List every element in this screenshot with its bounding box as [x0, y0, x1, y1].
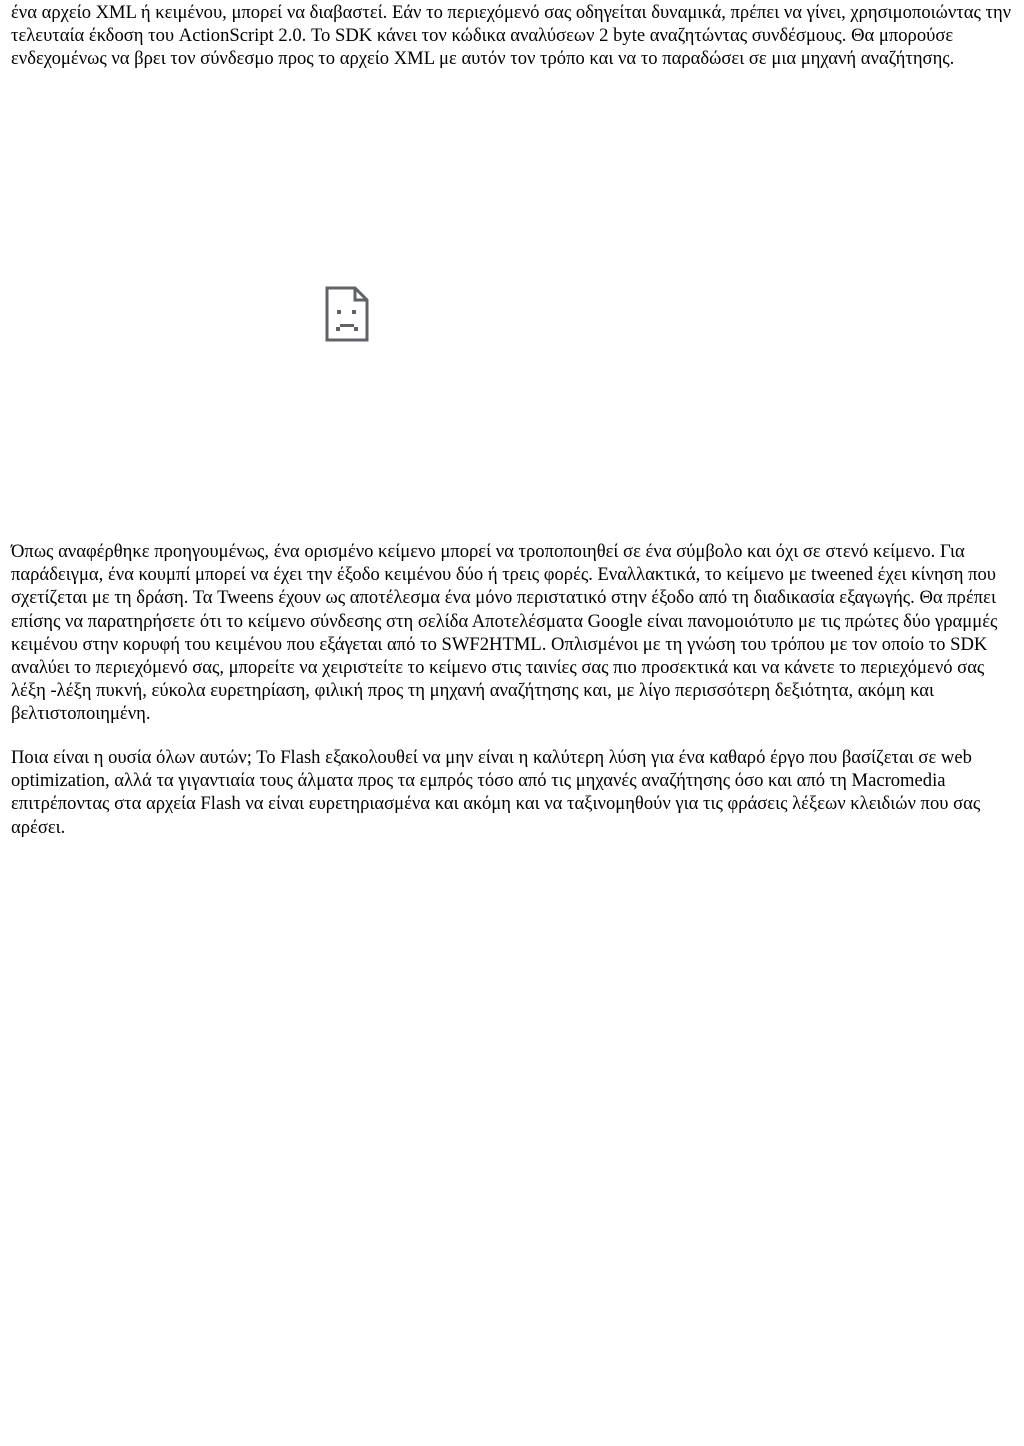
paragraph-intro: ένα αρχείο XML ή κειμένου, μπορεί να διαβαστεί. Εάν το περιεχόμενό σας οδηγείται δυναμικά, πρέπει να γίνει, χρησιμοποιώντας την τελευταία έκδοση του ActionScript 2.0. Το SDK κάνει τον κώδικα αναλύσεων 2 byte αναζητώντας συνδέσμους. Θα μπορούσε ενδεχομένως να βρει τον σύνδεσμο προς το αρχείο XML με αυτόν τον τρόπο και να το παραδώσει σε μια μηχανή αναζήτησης. [11, 2, 1012, 70]
embedded-image [11, 92, 691, 537]
paragraph-text-symbols: Όπως αναφέρθηκε προηγουμένως, ένα ορισμένο κείμενο μπορεί να τροποποιηθεί σε ένα σύμβολο και όχι σε στενό κείμενο. Για παράδειγμα, ένα κουμπί μπορεί να έχει την έξοδο κειμένου δύο ή τρεις φορές. Εναλλακτικά, το κείμενο με tweened έχει κίνηση που σχετίζεται με τη δράση. Τα Tweens έχουν ως αποτέλεσμα ένα μόνο περιστατικό στην έξοδο από τη διαδικασία εξαγωγής. Θα πρέπει επίσης να παρατηρήσετε ότι το κείμενο σύνδεσης στη σελίδα Αποτελέσματα Google είναι πανομοιότυπο με τις πρώτες δύο γραμμές κειμένου στην κορυφή του κειμένου που εξάγεται από το SWF2HTML. Οπλισμένοι με τη γνώση του τρόπου με τον οποίο το SDK αναλύει το περιεχόμενό σας, μπορείτε να χειριστείτε το κείμενο στις ταινίες σας πιο προσεκτικά και να κάνετε το περιεχόμενό σας λέξη -λέξη πυκνή, εύκολα ευρετηρίαση, φιλική προς τη μηχανή αναζήτησης και, με λίγο περισσότερη δεξιότητα, ακόμη και βελτιστοποιημένη. [11, 541, 998, 725]
paragraph-conclusion: Ποια είναι η ουσία όλων αυτών; Το Flash εξακολουθεί να μην είναι η καλύτερη λύση για ένα καθαρό έργο που βασίζεται σε web optimization, αλλά τα γιγαντιαία τους άλματα προς τα εμπρός τόσο από τις μηχανές αναζήτησης όσο και από τη Macromedia επιτρέποντας στα αρχεία Flash να είναι ευρετηριασμένα και ακόμη και να ταξινομηθούν για τις φράσεις λέξεων κλειδιών που σας αρέσει. [11, 747, 981, 838]
broken-image-icon [325, 286, 369, 342]
